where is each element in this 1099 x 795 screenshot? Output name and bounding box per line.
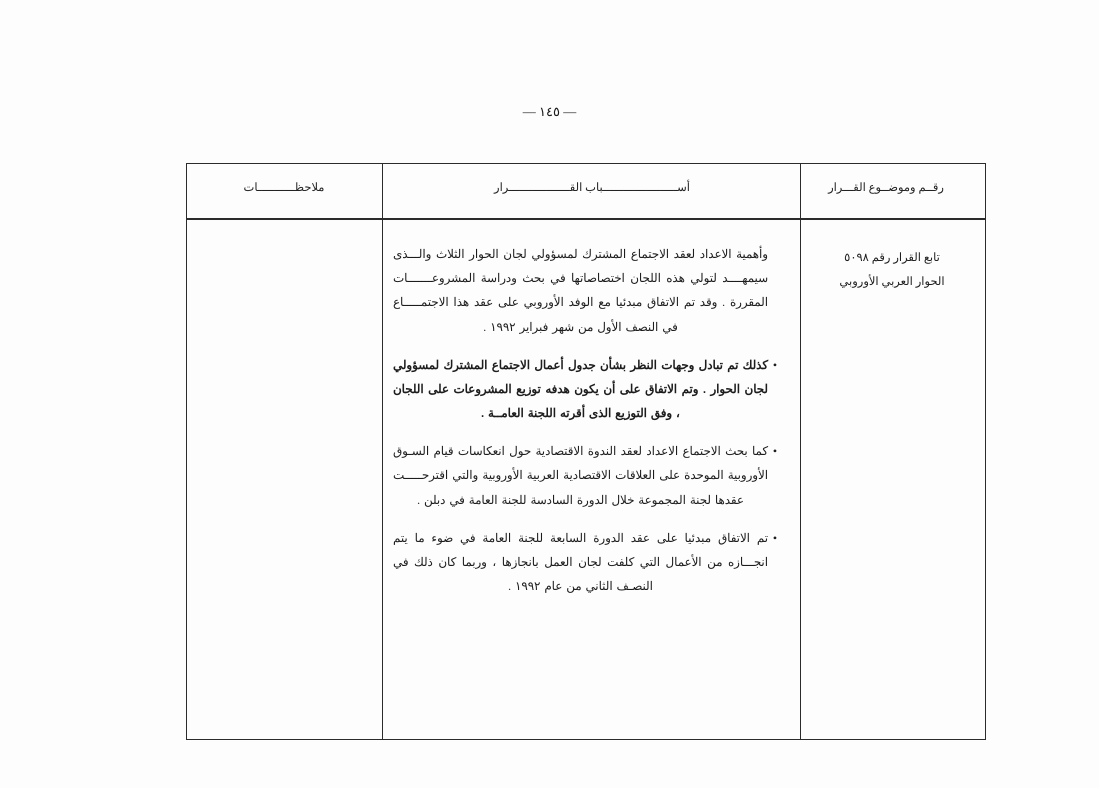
bullet-marker: • xyxy=(772,357,778,372)
bullet-marker: • xyxy=(772,530,778,545)
decision-subject: الحوار العربي الأوروبي xyxy=(839,276,945,289)
page-number: — ١٤٥ — xyxy=(522,104,577,119)
paragraph xyxy=(393,353,782,426)
paragraph xyxy=(393,526,782,599)
paragraph xyxy=(393,242,782,339)
notes-column xyxy=(186,220,382,795)
decision-column xyxy=(801,220,985,294)
column-header-notes: ملاحظـــــــــــات xyxy=(243,182,325,194)
bullet-marker: • xyxy=(772,444,778,459)
paragraph-text: تم الاتفاق مبدئيا على عقد الدورة السابعة للجنة العامة في ضوء ما يتم انجـــازه من الأعمال التي كلفت لجان العمل بانجازها ، وربما كان ذلك في النصـف الثاني من عام ١٩٩٢ . xyxy=(393,530,768,594)
table-header-row xyxy=(187,164,985,218)
paragraph-text: كذلك تم تبادل وجهات النظر بشأن جدول أعمال الاجتماع المشترك لمسؤولي لجان الحوار . وتم الاتفاق على أن يكون هدفه توزيع المشروعات على اللجان ، وفق التوزيع الذى أقرته اللجنة العامــة . xyxy=(393,357,768,421)
reasons-column xyxy=(383,220,800,612)
paragraph xyxy=(393,439,782,512)
decision-number: تابع القرار رقم ٥٠٩٨ xyxy=(844,252,940,264)
decisions-table xyxy=(186,163,986,740)
column-header-reasons: أســــــــــــــــــــــباب القــــــــــــــــــرار xyxy=(494,182,690,194)
paragraph-text: كما بحث الاجتماع الاعداد لعقد الندوة الاقتصادية حول انعكاسات قيام السـوق الأوروبية الموحدة على العلاقات الاقتصادية العربية الأوروبية والتي اقترحـــــت عقدها لجنة المجموعة خلال الدورة السادسة للجنة العامة في دبلن . xyxy=(393,444,768,507)
paragraph-text: وأهمية الاعداد لعقد الاجتماع المشترك لمسؤولي لجان الحوار الثلاث والـــذى سيمهــــد لتولي هذه اللجان اختصاصاتها في بحث ودراسة المشروعـــــــات المقررة . وقد تم الاتفاق مبدئيا مع الوفد الأوروبي على عقد هذا الاجتمـــــاع في النصف الأول من شهر فبراير ١٩٩٢ . xyxy=(393,247,768,334)
column-header-decision: رقــم وموضــوع القـــرار xyxy=(828,182,944,194)
